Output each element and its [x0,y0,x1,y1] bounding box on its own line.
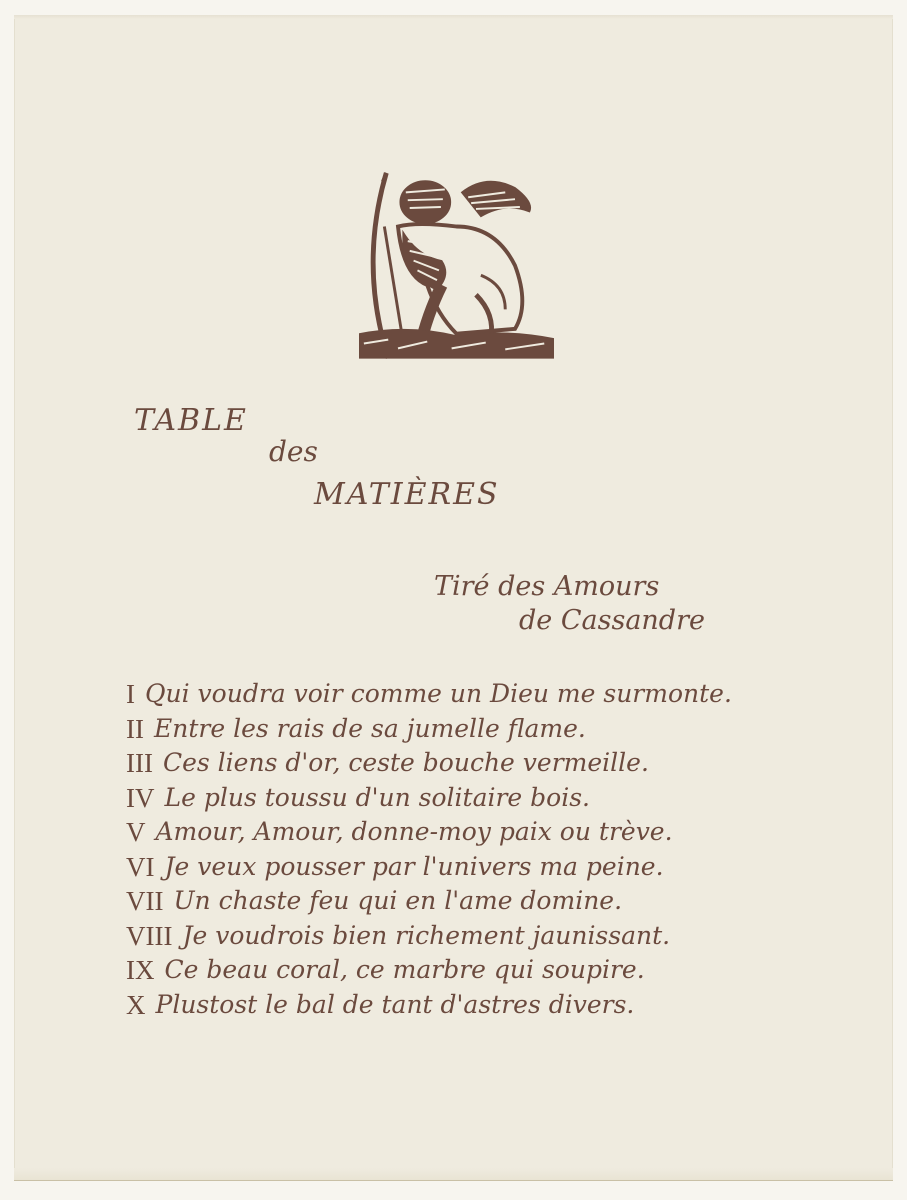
toc-entry [126,746,732,781]
toc-entry [126,988,732,1023]
toc-numeral: VIII [126,920,173,951]
toc-title: Ces liens d'or, ceste bouche vermeille. [162,748,649,777]
table-of-contents [126,677,732,1022]
cupid-with-bow-woodcut-icon [359,168,554,363]
toc-title: Ce beau coral, ce marbre qui soupire. [164,955,645,984]
subtitle-line-1: Tiré des Amours [434,571,660,602]
subtitle-line-2: de Cassandre [519,605,705,636]
toc-numeral: VI [126,851,155,882]
toc-entry [126,953,732,988]
toc-numeral: IV [126,782,155,813]
toc-numeral: I [126,679,135,709]
toc-entry [126,850,732,885]
heading-des: des [269,435,318,468]
toc-entry [126,712,732,747]
toc-entry [126,781,732,816]
toc-title: Le plus toussu d'un solitaire bois. [164,782,590,812]
toc-title: Plustost le bal de tant d'astres divers. [155,989,635,1019]
toc-entry [126,677,732,712]
toc-numeral: V [126,817,146,847]
toc-numeral: X [126,989,146,1020]
heading-matieres: MATIÈRES [314,477,500,512]
toc-numeral: II [126,713,144,744]
toc-entry [126,815,732,850]
toc-title: Entre les rais de sa jumelle flame. [153,713,586,743]
toc-numeral: VII [126,886,164,916]
toc-entry [126,884,732,919]
toc-title: Je voudrois bien richement jaunissant. [182,920,671,950]
toc-entry [126,919,732,954]
toc-numeral: III [126,748,153,778]
toc-title: Qui voudra voir comme un Dieu me surmonte. [145,679,732,708]
toc-numeral: IX [126,955,155,985]
toc-title: Amour, Amour, donne-moy paix ou trève. [155,817,673,846]
toc-title: Un chaste feu qui en l'ame domine. [173,886,623,915]
heading-table: TABLE [134,403,248,438]
paper-page [14,15,893,1181]
toc-title: Je veux pousser par l'univers ma peine. [164,851,664,881]
